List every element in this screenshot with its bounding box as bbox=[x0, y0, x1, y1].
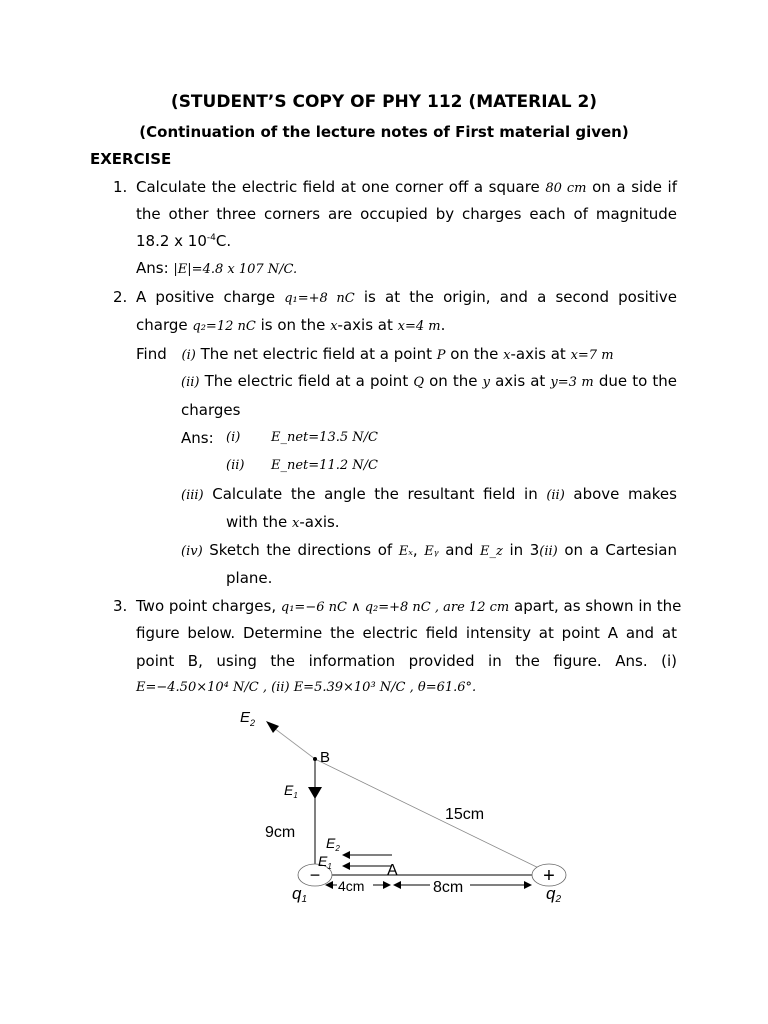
dim-8cm-label: 8cm bbox=[433, 879, 464, 896]
question-3-answer: E=−4.50×10⁴ N/C , (ii) E=5.39×10³ N/C , θ=61.6°. bbox=[136, 680, 477, 695]
math-symbol: P bbox=[436, 348, 446, 363]
part-marker: (ii) bbox=[539, 544, 558, 559]
math-symbol: Eₓ bbox=[398, 544, 413, 559]
math-symbol: x bbox=[292, 516, 300, 531]
e1-arrowhead bbox=[308, 787, 322, 799]
math-expression: 80 cm bbox=[545, 181, 587, 196]
answer-label: Ans: bbox=[136, 259, 169, 277]
plus-sign: + bbox=[543, 865, 555, 887]
question-1-line-2: the other three corners are occupied by charges each of magnitude bbox=[136, 205, 677, 223]
text: , bbox=[412, 541, 418, 559]
text: -axis. bbox=[299, 513, 340, 531]
text: Two point charges, bbox=[136, 597, 277, 615]
e2-top-label: $E_2$ bbox=[240, 709, 256, 728]
math-expression: x=7 m bbox=[570, 348, 614, 363]
dim-4cm-label: 4cm bbox=[338, 878, 365, 894]
page-subtitle: (Continuation of the lecture notes of First material given) bbox=[139, 123, 629, 141]
part-marker: (ii) bbox=[181, 375, 200, 390]
point-b-label: B bbox=[320, 749, 331, 766]
text: Calculate the angle the resultant field in bbox=[212, 485, 538, 503]
text: -axis at bbox=[510, 345, 566, 363]
text: . bbox=[440, 316, 446, 334]
part-marker: (ii) bbox=[546, 488, 565, 503]
e1-low-label: $E_1$ bbox=[318, 853, 332, 871]
hypotenuse-line bbox=[315, 759, 549, 873]
answer-label: Ans: bbox=[181, 429, 214, 447]
question-number: 3. bbox=[113, 597, 128, 615]
part-marker: (ii) bbox=[226, 458, 245, 473]
text: on a side if bbox=[592, 178, 677, 196]
e2-arrowhead bbox=[266, 721, 279, 733]
text: axis at bbox=[495, 372, 546, 390]
text: above makes bbox=[573, 485, 677, 503]
text: on the bbox=[429, 372, 478, 390]
math-symbol: x bbox=[503, 348, 511, 363]
math-symbol: Eᵧ bbox=[424, 544, 439, 559]
text: with the bbox=[226, 513, 288, 531]
text: The electric field at a point bbox=[204, 372, 409, 390]
text: on a Cartesian bbox=[564, 541, 677, 559]
part-marker: (i) bbox=[226, 430, 241, 445]
text: The net electric field at a point bbox=[200, 345, 432, 363]
answer-value: E_net=11.2 N/C bbox=[271, 458, 378, 473]
text: C. bbox=[215, 232, 232, 250]
e2-field-line bbox=[270, 725, 315, 759]
text: 18.2 x 10 bbox=[136, 232, 207, 250]
part-marker: (iv) bbox=[181, 544, 203, 559]
e2-low-label: $E_2$ bbox=[326, 835, 340, 853]
question-number: 1. bbox=[113, 178, 128, 196]
find-label: Find bbox=[136, 345, 167, 363]
math-expression: q₂=12 nC bbox=[192, 319, 256, 334]
hypotenuse-15cm-label: 15cm bbox=[445, 806, 485, 823]
point-a-label: A bbox=[387, 862, 398, 879]
point-b-dot bbox=[313, 757, 317, 761]
text: is at the origin, and a second positive bbox=[363, 288, 677, 306]
part-marker: (i) bbox=[181, 348, 196, 363]
math-expression: q₁=+8 nC bbox=[284, 291, 355, 306]
math-expression: |E|=4.8 x 107 N/C. bbox=[173, 262, 298, 277]
math-symbol: x bbox=[330, 319, 338, 334]
math-expression: x=4 m bbox=[397, 319, 441, 334]
question-number: 2. bbox=[113, 288, 128, 306]
text: on the bbox=[450, 345, 499, 363]
question-3-line-3: point B, using the information provided in the figure. Ans. (i) bbox=[136, 652, 677, 670]
text: and bbox=[445, 541, 474, 559]
question-2-part-ii-cont: charges bbox=[181, 401, 241, 419]
q1-label: q1 bbox=[292, 884, 308, 905]
question-2-part-iv-cont: plane. bbox=[226, 569, 273, 587]
exponent: -4 bbox=[206, 233, 216, 243]
minus-sign: − bbox=[309, 865, 321, 885]
math-symbol: Q bbox=[413, 375, 424, 390]
math-symbol: y bbox=[482, 375, 490, 390]
answer-value: E_net=13.5 N/C bbox=[271, 430, 378, 445]
text: Sketch the directions of bbox=[209, 541, 393, 559]
text: charge bbox=[136, 316, 188, 334]
e1-top-label: $E_1$ bbox=[284, 782, 298, 800]
q2-label: q2 bbox=[546, 884, 562, 905]
math-symbol: E_z bbox=[480, 544, 503, 559]
text: due to the bbox=[598, 372, 677, 390]
math-expression: q₁=−6 nC ∧ q₂=+8 nC , are 12 cm bbox=[280, 600, 510, 615]
question-3-line-2: figure below. Determine the electric field intensity at point A and at bbox=[136, 624, 677, 642]
text: A positive charge bbox=[136, 288, 276, 306]
text: apart, as shown in the bbox=[514, 597, 682, 615]
side-9cm-label: 9cm bbox=[265, 824, 296, 841]
page-title: (STUDENT’S COPY OF PHY 112 (MATERIAL 2) bbox=[170, 92, 598, 112]
text: is on the bbox=[260, 316, 326, 334]
section-heading: EXERCISE bbox=[90, 150, 172, 168]
math-expression: y=3 m bbox=[550, 375, 594, 390]
text: Calculate the electric field at one corner off a square bbox=[136, 178, 540, 196]
text: in 3 bbox=[509, 541, 540, 559]
part-marker: (iii) bbox=[181, 488, 204, 503]
text: -axis at bbox=[337, 316, 393, 334]
